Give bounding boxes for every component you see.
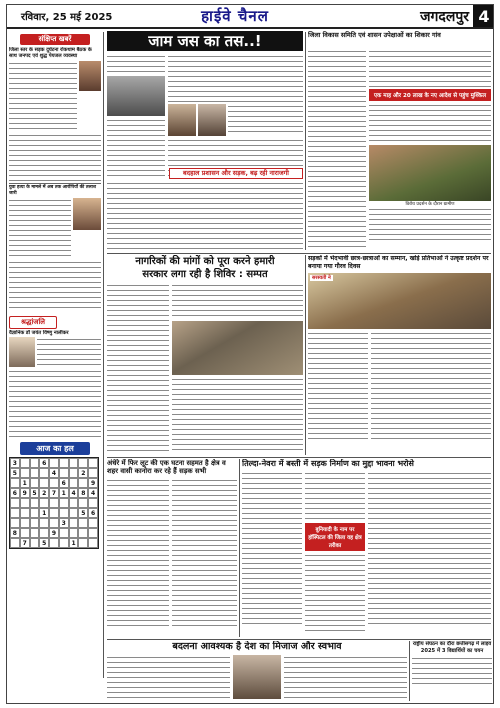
sudoku-cell: 1: [20, 478, 30, 488]
sudoku-cell: [49, 538, 59, 548]
bottom-right-headline: राष्ट्रीय संघठन का दौरा छत्तीसगढ़ में लाइव 2025 में 3 विद्यार्थियों का चयन: [412, 641, 492, 654]
bottom-strip-text-b: [284, 655, 407, 699]
sudoku-cell: 7: [49, 488, 59, 498]
sudoku-cell: [49, 478, 59, 488]
top-story-highlight: बदहाल प्रशासन और सड़क, बढ़ रही नाराजगी: [169, 168, 303, 179]
sudoku-cell: [88, 468, 98, 478]
newspaper-title: हाईवे चैनल: [201, 7, 269, 25]
sudoku-cell: [20, 468, 30, 478]
masthead: [7, 5, 494, 29]
issue-date: रविवार, 25 मई 2025: [21, 12, 113, 23]
right-top-highlight: एक माह और 20 लाख के नए आदेश से पहुंच मुश्किल: [369, 89, 491, 101]
sudoku-cell: 5: [39, 538, 49, 548]
sudoku-cell: 2: [39, 488, 49, 498]
column-divider: [409, 641, 410, 701]
right-top-photo: [369, 145, 491, 201]
bottom-strip-story: [107, 641, 407, 701]
sudoku-cell: [78, 478, 88, 488]
sudoku-cell: [59, 498, 69, 508]
sudoku-cell: [78, 528, 88, 538]
mid-story-text-a: [107, 283, 169, 451]
sudoku-cell: 1: [69, 538, 79, 548]
bottom-mid-headline: तिल्दा-नेवरा में बस्ती में सड़क निर्माण का मुद्दा भावना भरोसे: [242, 459, 414, 468]
sudoku-cell: [30, 478, 40, 488]
sudoku-cell: [59, 508, 69, 518]
sudoku-cell: 9: [20, 488, 30, 498]
sudoku-cell: [20, 458, 30, 468]
right-top-story: [308, 31, 491, 251]
right-mid-story: [308, 255, 491, 455]
section-divider: [107, 457, 491, 458]
right-mid-text-a: [308, 331, 368, 443]
brief-1-photo: [79, 61, 101, 91]
sudoku-cell: [59, 538, 69, 548]
sudoku-cell: [49, 498, 59, 508]
sudoku-cell: 4: [88, 488, 98, 498]
right-mid-photo: [308, 273, 491, 329]
mid-story: [107, 255, 303, 455]
mid-story-photo: [172, 321, 303, 375]
tribute-text-cont: [9, 369, 101, 439]
sudoku-cell: [30, 468, 40, 478]
sudoku-cell: 4: [49, 468, 59, 478]
bottom-mid-text-d: [368, 471, 491, 625]
mid-story-text-c: [172, 377, 303, 451]
sudoku-cell: 3: [59, 518, 69, 528]
sudoku-cell: [20, 518, 30, 528]
sudoku-cell: [88, 458, 98, 468]
sudoku-cell: [30, 528, 40, 538]
sudoku-cell: [10, 498, 20, 508]
sudoku-cell: [88, 518, 98, 528]
sudoku-cell: [39, 498, 49, 508]
bottom-left-text-a: [107, 478, 169, 628]
tribute-headline: वैज्ञानिक डॉ जयंत विष्णु नार्लीकर: [9, 330, 69, 337]
top-story-text-a: [107, 54, 165, 74]
sudoku-cell: [88, 538, 98, 548]
sudoku-cell: [78, 458, 88, 468]
section-divider: [107, 639, 491, 640]
newspaper-page: [6, 4, 494, 704]
sudoku-cell: [69, 508, 79, 518]
sudoku-cell: 6: [88, 508, 98, 518]
mid-story-headline-1: नागरिकों की मांगों को पूरा करने हमारी: [135, 256, 275, 267]
right-mid-headline: सड़कों में भेदभावी छात्र-छात्राओं का सम्मान, खोई प्रतिभाओं ने उत्कृष्ट प्रदर्शन पर बनाया गया गौरव दिवस: [308, 255, 489, 270]
bottom-left-text-b: [172, 478, 237, 628]
sudoku-cell: [10, 478, 20, 488]
column-divider: [103, 32, 104, 678]
bottom-mid-highlight: बुनियादी के नाम पर हॉस्पिटल की जिला वह क्षेत्र तरीका: [305, 523, 365, 551]
sudoku-cell: [30, 518, 40, 528]
top-story-text-c: [168, 54, 303, 102]
bottom-left-story: [107, 459, 237, 637]
briefs-tag: संक्षिप्त खबरें: [20, 34, 90, 45]
sudoku-cell: 6: [59, 478, 69, 488]
top-story-text-b: [107, 118, 165, 176]
brief-2-text-cont: [9, 260, 101, 312]
sudoku-cell: [49, 518, 59, 528]
sudoku-cell: [10, 518, 20, 528]
brief-1-headline: जिला स्तर के सड़क दुर्घटना रोकथाम बैठक के साथ जनपद एवं शुद्ध पेयजल व्यवस्था: [9, 47, 92, 59]
sudoku-cell: 2: [78, 468, 88, 478]
sudoku-cell: 1: [59, 488, 69, 498]
sudoku-cell: [69, 468, 79, 478]
right-top-text-d: [369, 207, 491, 243]
right-mid-photo-label: सरस्वती ने: [312, 275, 331, 281]
sudoku-cell: [39, 518, 49, 528]
sudoku-cell: 6: [39, 458, 49, 468]
sudoku-cell: [59, 528, 69, 538]
top-story-text-f: [107, 181, 303, 251]
sudoku-cell: 6: [10, 488, 20, 498]
left-column: [9, 32, 101, 702]
sudoku-cell: [78, 518, 88, 528]
bottom-mid-text-b: [305, 471, 365, 521]
sudoku-cell: [20, 498, 30, 508]
page-number: 4: [473, 5, 494, 27]
mid-story-text-b: [172, 283, 303, 319]
puzzle-tag: आज का हल: [20, 442, 90, 455]
bottom-strip-text-a: [107, 655, 230, 699]
bottom-mid-story: [242, 459, 491, 637]
tribute-photo: [9, 337, 35, 367]
sudoku-cell: 4: [69, 488, 79, 498]
brief-1-text-cont: [9, 133, 101, 181]
bottom-mid-text-a: [242, 471, 302, 625]
sudoku-cell: [30, 458, 40, 468]
column-divider: [305, 255, 306, 455]
sudoku-cell: 3: [10, 458, 20, 468]
top-story-text-d: [228, 104, 303, 136]
sudoku-cell: [39, 528, 49, 538]
sudoku-cell: [39, 478, 49, 488]
top-story-photo-2: [168, 104, 196, 136]
brief-1-text: [9, 61, 77, 131]
brief-2-text: [9, 198, 71, 258]
sudoku-cell: [69, 458, 79, 468]
sudoku-cell: [59, 468, 69, 478]
sudoku-cell: [88, 528, 98, 538]
column-divider: [239, 459, 240, 637]
sudoku-cell: [78, 538, 88, 548]
sudoku-cell: [30, 498, 40, 508]
sudoku-cell: [10, 508, 20, 518]
sudoku-cell: [30, 508, 40, 518]
bottom-mid-text-c: [305, 553, 365, 635]
bottom-right-story: [412, 641, 492, 701]
sudoku-cell: [20, 528, 30, 538]
top-story-headline: जाम जस का तस..!: [107, 31, 303, 51]
tribute-text: [37, 337, 101, 367]
right-top-text-a: [308, 49, 366, 247]
tribute-tag: श्रद्धांजलि: [9, 316, 57, 329]
section-divider: [107, 253, 491, 254]
right-top-headline: जिला विकास समिति एवं शासन उपेक्षाओं का शिकार गांव: [308, 31, 441, 39]
sudoku-cell: 7: [20, 538, 30, 548]
sudoku-cell: [49, 508, 59, 518]
sudoku-cell: [69, 478, 79, 488]
sudoku-cell: [69, 518, 79, 528]
sudoku-cell: 9: [88, 478, 98, 488]
bottom-left-headline: अंधेरे में फिर लूट की एक घटना सहमत है क्षेत्र व शहर वासी कानोरा कर रहे हैं सड़क सभी: [107, 459, 226, 476]
sudoku-cell: [69, 528, 79, 538]
right-top-text-b: [369, 49, 491, 87]
brief-2-photo: [73, 198, 101, 230]
right-top-caption: विरोध प्रदर्शन के दौरान ग्रामीण: [405, 202, 455, 207]
sudoku-cell: [30, 538, 40, 548]
top-story-photo-3: [198, 104, 226, 136]
column-divider: [305, 32, 306, 250]
sudoku-cell: 9: [49, 528, 59, 538]
sudoku-cell: [59, 458, 69, 468]
sudoku-cell: [69, 498, 79, 508]
right-top-text-c: [369, 103, 491, 143]
sudoku-cell: [10, 538, 20, 548]
sudoku-cell: 1: [39, 508, 49, 518]
right-mid-text-b: [371, 331, 491, 443]
sudoku-cell: [39, 468, 49, 478]
sudoku-cell: 8: [10, 528, 20, 538]
top-story-photo-1: [107, 76, 165, 116]
bottom-strip-photo: [233, 655, 281, 699]
sudoku-cell: 8: [78, 488, 88, 498]
bottom-strip-headline: बदलना आवश्यक है देश का मिजाज और स्वभाव: [172, 641, 342, 652]
sudoku-cell: 5: [10, 468, 20, 478]
sudoku-cell: [88, 498, 98, 508]
bottom-right-text: [412, 656, 492, 686]
brief-2-headline: युवा हत्या के मामले में अब तक आरोपियों की तलाश जारी: [9, 183, 101, 196]
sudoku-cell: [20, 508, 30, 518]
sudoku-cell: 5: [78, 508, 88, 518]
sudoku-grid: [9, 457, 99, 549]
sudoku-cell: [49, 458, 59, 468]
sudoku-cell: [78, 498, 88, 508]
top-story: [107, 31, 303, 253]
edition-city: जगदलपुर: [420, 8, 469, 25]
sudoku-cell: 5: [30, 488, 40, 498]
mid-story-headline-2: सरकार लगा रही है शिविर : सम्पत: [142, 269, 268, 280]
